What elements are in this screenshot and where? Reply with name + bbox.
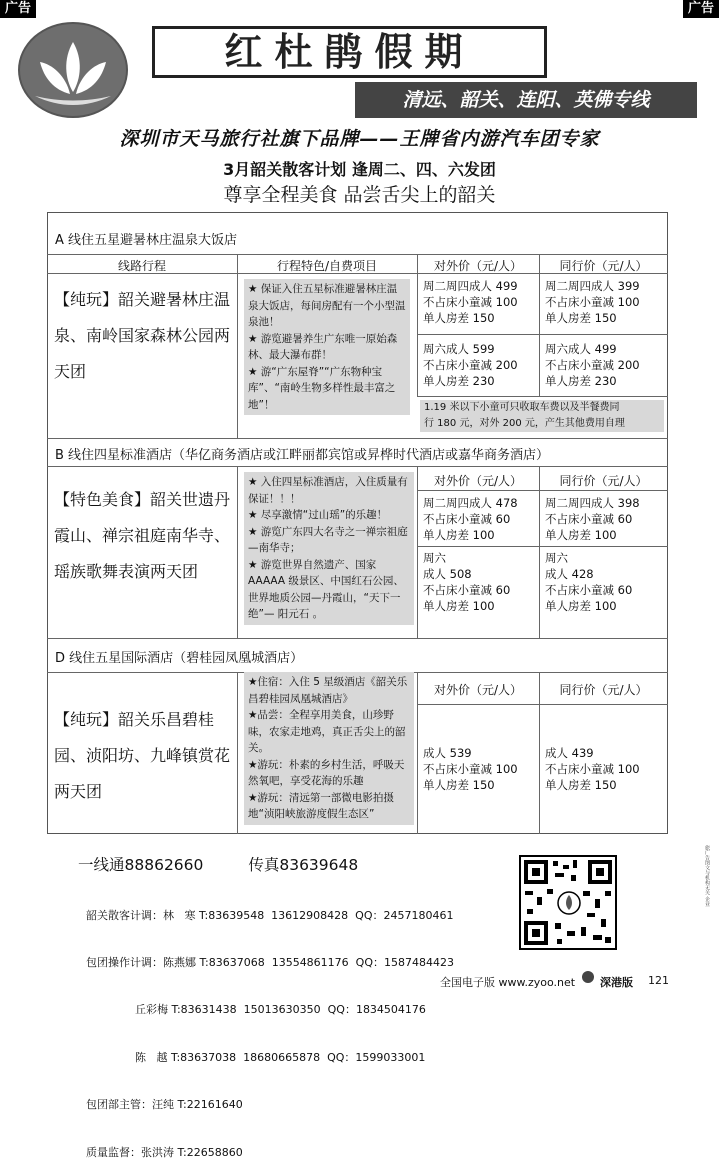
feature-item: ★ 尽享激情“过山瑶”的乐趣！	[248, 509, 388, 521]
footer-edition: 深港版	[600, 976, 633, 989]
section-b-title: B 线住四星标准酒店（华亿商务酒店或江畔丽都宾馆或昇桦时代酒店或嘉华商务酒店）	[55, 448, 550, 463]
col-header-features: 行程特色/自费项目	[276, 259, 378, 273]
section-d-features	[244, 672, 414, 825]
contact-line: 韶关散客计调：林 寒 T:83639548 13612908428 QQ：2457180461	[86, 908, 454, 922]
section-a-trade-weekday: 周二周四成人 399 不占床小童减 100 单人房差 150	[545, 279, 640, 325]
contact-line: 包团操作计调：陈燕娜 T:83637068 13554861176 QQ：1587484423	[86, 955, 454, 969]
section-d-public-price: 成人 539 不占床小童减 100 单人房差 150	[423, 746, 518, 792]
side-note: 旅广告图文与机构无关 企业	[704, 845, 710, 907]
section-b-public-saturday: 周六 成人 508 不占床小童减 60 单人房差 100	[423, 551, 511, 613]
section-b-route: 【特色美食】韶关世遗丹霞山、禅宗祖庭南华寺、瑶族歌舞表演两天团	[54, 490, 231, 581]
contact-line: 丘彩梅 T:83631438 15013630350 QQ：1834504176	[86, 1003, 426, 1017]
section-a-public-saturday: 周六成人 599 不占床小童减 200 单人房差 230	[423, 342, 518, 388]
sub-title: 尊享全程美食 品尝舌尖上的韶关	[223, 184, 496, 206]
feature-item: ★ 游“广东屋脊”“广东物种宝库”、“南岭生物多样性最丰富之地”！	[248, 365, 396, 411]
plan-title: 3月韶关散客计划 逢周二、四、六发团	[223, 160, 496, 179]
col-header-public: 对外价（元/人）	[433, 259, 523, 273]
section-d-trade-price: 成人 439 不占床小童减 100 单人房差 150	[545, 746, 640, 792]
hotline	[78, 853, 358, 875]
section-b-public-weekday: 周二周四成人 478 不占床小童减 60 单人房差 100	[423, 496, 518, 542]
brand-title: 红杜鹃假期	[152, 26, 547, 78]
section-a-public-weekday: 周二周四成人 499 不占床小童减 100 单人房差 150	[423, 279, 518, 325]
feature-item: ★ 保证入住五星标准避暑林庄温泉大饭店，每间房配有一个小型温泉池！	[248, 283, 406, 328]
fax-number: 传真83639648	[248, 856, 359, 874]
feature-item: ★ 游览广东四大名寺之一禅宗祖庭—南华寺；	[248, 525, 408, 554]
flower-logo-icon	[20, 24, 126, 116]
contact-list	[86, 876, 454, 1176]
section-d-title: D 线住五星国际酒店（碧桂园凤凰城酒店）	[55, 651, 304, 666]
section-b-trade-header: 同行价（元/人）	[559, 474, 648, 488]
section-b-trade-saturday: 周六 成人 428 不占床小童减 60 单人房差 100	[545, 551, 633, 613]
feature-item: ★住宿：入住 5 星级酒店《韶关乐昌碧桂园凤凰城酒店》	[248, 676, 408, 705]
qr-code	[519, 855, 617, 950]
feature-item: ★游玩：清远第一部微电影拍摄地“浈阳峡旅游度假生态区”	[248, 791, 394, 820]
logo	[18, 22, 128, 118]
section-d-trade-header: 同行价（元/人）	[559, 683, 648, 697]
slogan: 深圳市天马旅行社旗下品牌——王牌省内游汽车团专家	[119, 128, 600, 150]
ad-tag-right: 广告	[683, 0, 719, 18]
section-b-public-header: 对外价（元/人）	[433, 474, 523, 488]
feature-item: ★ 游览世界自然遗产、国家AAAAA 级景区、中国红石公园、世界地质公园—丹霞山，“天下一绝”— 阳元石 。	[248, 558, 404, 620]
contact-line: 陈 越 T:83637038 18680665878 QQ：1599033001	[86, 1050, 426, 1064]
col-header-trade: 同行价（元/人）	[559, 259, 648, 273]
contact-line: 包团部主管：汪纯 T:22161640	[86, 1098, 243, 1112]
feature-item: ★游玩：朴素的乡村生活，呼吸天然氧吧，享受花海的乐趣	[248, 758, 405, 787]
page-number: 121	[648, 974, 669, 987]
feature-item: ★ 游览避暑养生广东唯一原始森林、最大瀑布群！	[248, 332, 398, 361]
routes-banner: 清远、韶关、连阳、英佛专线	[355, 82, 697, 118]
qr-code-icon	[521, 857, 615, 948]
section-b-features	[244, 472, 414, 625]
ad-tag-left: 广告	[0, 0, 36, 18]
section-d-route: 【纯玩】韶关乐昌碧桂园、浈阳坊、九峰镇赏花两天团	[54, 710, 231, 801]
section-a-child-note: 1.19 米以下小童可只收取车费以及半餐费同 行 180 元，对外 200 元，产生其他费用自理	[420, 400, 664, 432]
hotline-number: 一线通88862660	[78, 856, 204, 874]
section-a-trade-saturday: 周六成人 499 不占床小童减 200 单人房差 230	[545, 342, 640, 388]
section-a-route: 【纯玩】韶关避暑林庄温泉、南岭国家森林公园两天团	[54, 290, 231, 381]
col-header-route: 线路行程	[117, 259, 166, 273]
feature-item: ★品尝：全程享用美食，山珍野味，农家走地鸡，真正舌尖上的韶关。	[248, 709, 406, 754]
footer-site: 全国电子版 www.zyoo.net	[440, 976, 576, 989]
footer-logo-icon	[582, 971, 594, 983]
feature-item: ★ 入住四星标准酒店，入住质量有保证！！！	[248, 476, 408, 505]
section-d-public-header: 对外价（元/人）	[433, 683, 523, 697]
section-a-features	[244, 279, 410, 415]
contact-line: 质量监督：张洪涛 T:22658860	[86, 1145, 243, 1159]
section-b-trade-weekday: 周二周四成人 398 不占床小童减 60 单人房差 100	[545, 496, 640, 542]
section-a-title: A 线住五星避暑林庄温泉大饭店	[55, 233, 238, 248]
